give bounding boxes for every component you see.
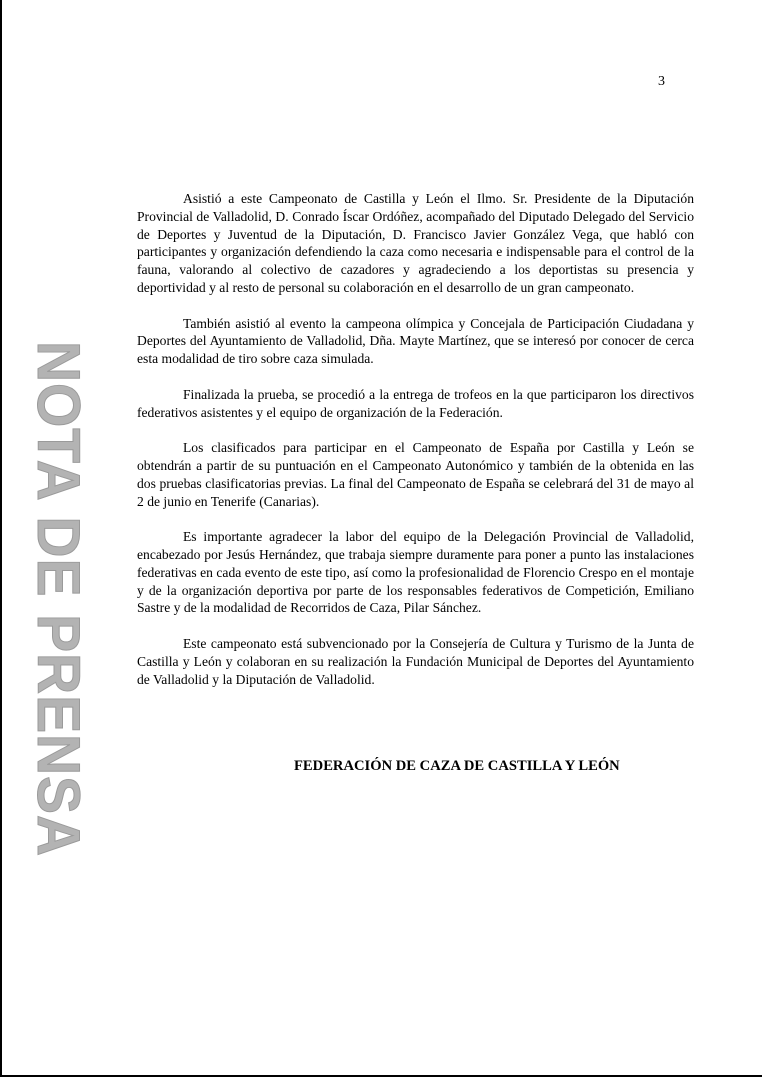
paragraph: Es importante agradecer la labor del equipo de la Delegación Provincial de Valladolid, encabezado por Jesús Hernández, que trabaja siempre duramente para poner a punto las instalaciones federativas en cada evento de este tipo, así como la profesionalidad de Florencio Crespo en el montaje y de la organización deportiva por parte de los responsables federativos de Competición, Emiliano Sastre y de la modalidad de Recorridos de Caza, Pilar Sánchez. xyxy=(137,529,694,616)
paragraph: También asistió al evento la campeona olímpica y Concejala de Participación Ciudadana y Deportes del Ayuntamiento de Valladolid, Dña. Mayte Martínez, que se interesó por conocer de cerca esta modalidad de tiro sobre caza simulada. xyxy=(137,315,694,367)
paragraph: Asistió a este Campeonato de Castilla y León el Ilmo. Sr. Presidente de la Diputación Provincial de Valladolid, D. Conrado Íscar Ordóñez, acompañado del Diputado Delegado del Servicio de Deportes y Juventud de la Diputación, D. Francisco Javier González Vega, que habló con participantes y organización defendiendo la caza como necesaria e indispensable para el control de la fauna, valorando al colectivo de cazadores y agradeciendo a los deportistas su presencia y deportividad y al resto de personal su colaboración en el desarrollo de un gran campeonato. xyxy=(137,191,694,295)
side-banner-graphic xyxy=(25,338,92,886)
side-banner xyxy=(25,338,92,886)
paragraph: Los clasificados para participar en el Campeonato de España por Castilla y León se obtendrán a partir de su puntuación en el Campeonato Autonómico y también de la obtenida en las dos pruebas clasificatorias previas. La final del Campeonato de España se celebrará del 31 de mayo al 2 de junio en Tenerife (Canarias). xyxy=(137,440,694,509)
signature: FEDERACIÓN DE CAZA DE CASTILLA Y LEÓN xyxy=(294,758,620,774)
paragraph: Este campeonato está subvencionado por la Consejería de Cultura y Turismo de la Junta de Castilla y León y colaboran en su realización la Fundación Municipal de Deportes del Ayuntamiento de Valladolid y la Diputación de Valladolid. xyxy=(137,635,694,687)
paragraph: Finalizada la prueba, se procedió a la entrega de trofeos en la que participaron los directivos federativos asistentes y el equipo de organización de la Federación. xyxy=(137,386,694,420)
side-banner-text: NOTA DE PRENSA xyxy=(25,341,92,886)
press-release-body xyxy=(137,190,694,706)
page-number: 3 xyxy=(658,74,665,89)
